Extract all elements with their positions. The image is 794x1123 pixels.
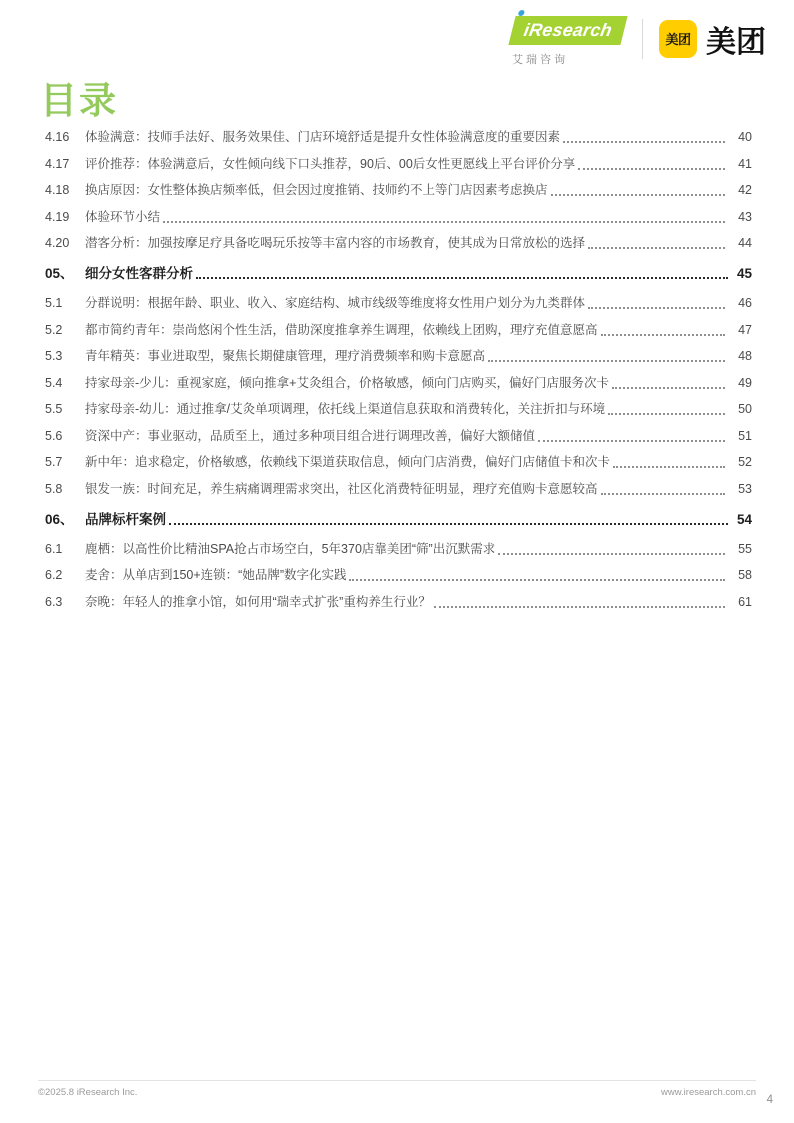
toc-entry-page: 47 xyxy=(738,322,752,337)
toc-entry-number: 5.4 xyxy=(45,375,63,390)
toc-entry-page: 45 xyxy=(736,266,752,281)
toc-entry-page: 53 xyxy=(738,481,752,496)
toc-entry-number: 5.6 xyxy=(45,428,63,443)
toc-dot-leader xyxy=(169,511,728,525)
toc-entry-page: 40 xyxy=(738,130,752,144)
iresearch-logo xyxy=(512,16,630,67)
toc-entry-page: 58 xyxy=(738,568,752,582)
toc-entry-label: 鹿栖：以高性价比精油SPA抢占市场空白，5年370店靠美团“筛”出沉默需求 xyxy=(85,541,496,556)
toc-entry-page: 55 xyxy=(738,541,752,556)
toc-entry-label: 分群说明：根据年龄、职业、收入、家庭结构、城市线级等维度将女性用户划分为九类群体 xyxy=(85,296,586,310)
toc-entry[interactable] xyxy=(45,322,752,339)
toc-entry-label: 体验环节小结 xyxy=(85,209,161,224)
toc-dot-leader xyxy=(588,235,725,249)
toc-dot-leader xyxy=(349,567,725,581)
toc-entry[interactable] xyxy=(45,541,752,558)
toc-entry[interactable] xyxy=(45,209,752,226)
toc-entry-label: 银发一族：时间充足，养生病痛调理需求突出，社区化消费特征明显，理疗充值购卡意愿较高 xyxy=(85,481,598,496)
toc-entry-number: 6.2 xyxy=(45,568,63,582)
toc-dot-leader xyxy=(163,209,725,223)
toc-entry-number: 05、 xyxy=(45,266,74,281)
toc-dot-leader xyxy=(588,295,725,309)
toc-entry-page: 51 xyxy=(738,428,752,443)
toc-entry-page: 43 xyxy=(738,209,752,224)
meituan-logo xyxy=(659,17,766,61)
toc-entry-page: 46 xyxy=(738,296,752,310)
toc-entry-page: 49 xyxy=(738,375,752,390)
toc-entry[interactable] xyxy=(45,481,752,498)
toc-entry[interactable] xyxy=(45,182,752,199)
toc-list xyxy=(45,129,752,620)
toc-entry-page: 44 xyxy=(738,236,752,250)
page-title: 目录 xyxy=(40,80,118,121)
toc-entry[interactable] xyxy=(45,428,752,445)
toc-entry-label: 奈晚：年轻人的推拿小馆，如何用“瑞幸式扩张”重构养生行业？ xyxy=(85,594,431,609)
toc-entry-label: 青年精英：事业进取型，聚焦长期健康管理，理疗消费频率和购卡意愿高 xyxy=(85,349,486,363)
toc-entry[interactable] xyxy=(45,156,752,173)
toc-entry[interactable] xyxy=(45,594,752,611)
toc-entry-label: 评价推荐：体验满意后，女性倾向线下口头推荐，90后、00后女性更愿线上平台评价分享 xyxy=(85,156,576,171)
meituan-icon-text: 美团 xyxy=(665,32,691,47)
toc-dot-leader xyxy=(488,348,725,362)
toc-entry[interactable] xyxy=(45,511,752,528)
meituan-app-icon xyxy=(659,20,697,58)
toc-entry-label: 体验满意：技师手法好、服务效果佳、门店环境舒适是提升女性体验满意度的重要因素 xyxy=(85,130,561,144)
toc-entry-label: 都市简约青年：崇尚悠闲个性生活，借助深度推拿养生调理，依赖线上团购，理疗充值意愿高 xyxy=(85,322,598,337)
toc-entry-label: 品牌标杆案例 xyxy=(85,511,166,527)
toc-dot-leader xyxy=(563,129,725,143)
toc-entry[interactable] xyxy=(45,295,752,312)
footer-copyright: ©2025.8 iResearch Inc. xyxy=(38,1087,138,1098)
toc-entry-number: 5.3 xyxy=(45,349,63,363)
toc-entry[interactable] xyxy=(45,235,752,252)
toc-dot-leader xyxy=(538,428,725,442)
toc-entry-page: 50 xyxy=(738,402,752,416)
toc-dot-leader xyxy=(601,481,725,495)
toc-entry[interactable] xyxy=(45,348,752,365)
toc-entry-number: 06、 xyxy=(45,511,74,527)
toc-dot-leader xyxy=(196,265,728,279)
toc-entry-number: 5.2 xyxy=(45,322,63,337)
toc-entry-label: 持家母亲-幼儿：通过推拿/艾灸单项调理，依托线上渠道信息获取和消费转化，关注折扣与环境 xyxy=(85,402,606,416)
toc-dot-leader xyxy=(434,594,725,608)
toc-entry-number: 4.17 xyxy=(45,156,70,171)
toc-entry[interactable] xyxy=(45,567,752,584)
iresearch-logo-mark xyxy=(508,16,627,45)
toc-dot-leader xyxy=(498,541,725,555)
iresearch-logo-subtitle: 艾 瑞 咨 询 xyxy=(512,54,566,66)
toc-entry[interactable] xyxy=(45,375,752,392)
toc-entry-number: 6.1 xyxy=(45,541,63,556)
toc-entry[interactable] xyxy=(45,454,752,471)
page-footer xyxy=(38,1080,756,1098)
toc-entry[interactable] xyxy=(45,129,752,146)
iresearch-logo-text: iResearch xyxy=(522,20,614,40)
toc-entry-number: 5.8 xyxy=(45,481,63,496)
toc-entry-label: 新中年：追求稳定，价格敏感，依赖线下渠道获取信息，倾向门店消费，偏好门店储值卡和次卡 xyxy=(85,455,611,469)
toc-entry-page: 52 xyxy=(738,455,752,469)
footer-website[interactable]: www.iresearch.com.cn xyxy=(660,1087,756,1098)
toc-entry-label: 持家母亲-少儿：重视家庭，倾向推拿+艾灸组合，价格敏感，倾向门店购买，偏好门店服务次卡 xyxy=(85,375,609,390)
toc-entry-label: 潜客分析：加强按摩足疗具备吃喝玩乐按等丰富内容的市场教育，使其成为日常放松的选择 xyxy=(85,236,586,250)
report-header xyxy=(512,16,766,67)
logo-divider xyxy=(642,19,643,59)
toc-entry-page: 48 xyxy=(738,349,752,363)
page-number: 4 xyxy=(766,1094,773,1106)
toc-entry-number: 4.20 xyxy=(45,236,70,250)
toc-entry-number: 4.18 xyxy=(45,183,70,197)
toc-entry[interactable] xyxy=(45,265,752,282)
toc-entry[interactable] xyxy=(45,401,752,418)
toc-entry-number: 5.1 xyxy=(45,296,63,310)
toc-entry-number: 4.19 xyxy=(45,209,70,224)
toc-entry-page: 41 xyxy=(738,156,752,171)
toc-entry-label: 麦舍：从单店到150+连锁：“她品牌”数字化实践 xyxy=(85,568,347,582)
toc-dot-leader xyxy=(601,322,725,336)
toc-entry-page: 42 xyxy=(738,183,752,197)
toc-dot-leader xyxy=(578,156,725,170)
toc-dot-leader xyxy=(612,375,725,389)
iresearch-i-dot-icon xyxy=(518,10,525,16)
meituan-brand-text: 美团 xyxy=(706,25,766,59)
toc-entry-label: 细分女性客群分析 xyxy=(85,266,193,281)
toc-entry-number: 5.7 xyxy=(45,455,63,469)
toc-dot-leader xyxy=(608,401,725,415)
toc-entry-number: 6.3 xyxy=(45,594,63,609)
toc-entry-page: 61 xyxy=(738,594,752,609)
toc-entry-number: 5.5 xyxy=(45,402,63,416)
toc-entry-number: 4.16 xyxy=(45,130,70,144)
toc-entry-label: 资深中产：事业驱动，品质至上，通过多种项目组合进行调理改善，偏好大额储值 xyxy=(85,428,536,443)
toc-dot-leader xyxy=(551,182,725,196)
toc-dot-leader xyxy=(613,454,725,468)
toc-entry-label: 换店原因：女性整体换店频率低，但会因过度推销、技师约不上等门店因素考虑换店 xyxy=(85,183,548,197)
toc-entry-page: 54 xyxy=(736,511,752,527)
